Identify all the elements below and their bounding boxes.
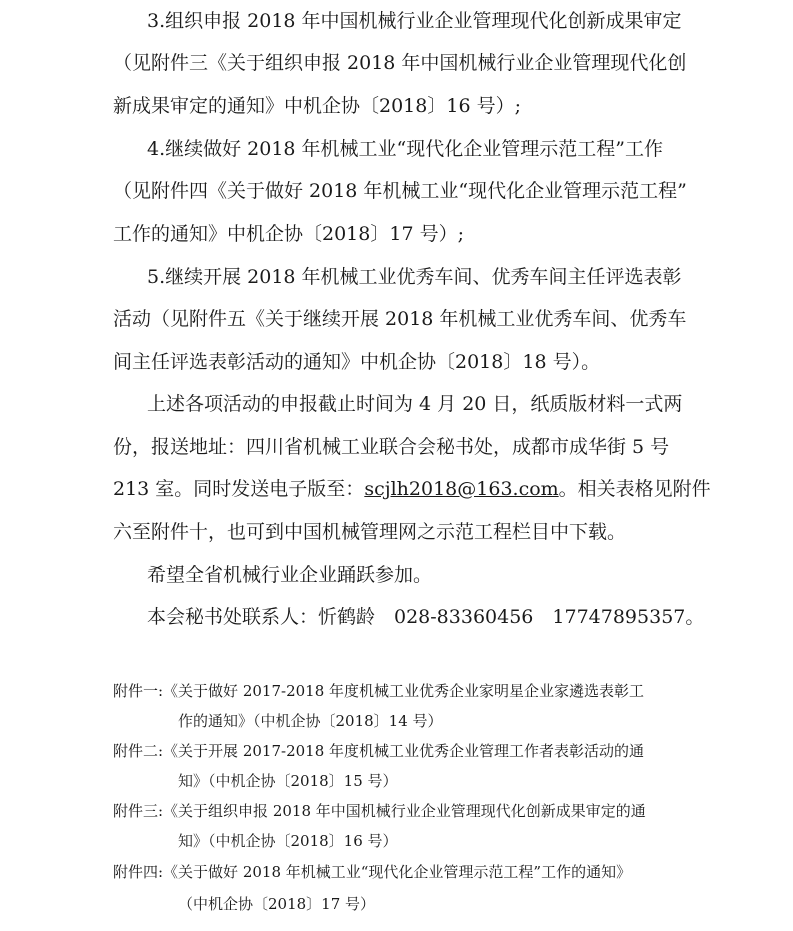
deadline-line4: 六至附件十，也可到中国机械管理网之示范工程栏目中下载。 xyxy=(113,521,627,543)
attachment-2-line2: 知》（中机企协〔2018〕15 号） xyxy=(178,772,398,790)
attachment-3-line1: 附件三:《关于组织申报 2018 年中国机械行业企业管理现代化创新成果审定的通 xyxy=(113,802,646,820)
email-link[interactable]: scjlh2018@163.com xyxy=(364,478,559,500)
item4-line2: （见附件四《关于做好 2018 年机械工业“现代化企业管理示范工程” xyxy=(113,180,687,202)
item5-line2: 活动（见附件五《关于继续开展 2018 年机械工业优秀车间、优秀车 xyxy=(113,308,687,330)
deadline-line1: 上述各项活动的申报截止时间为 4 月 20 日，纸质版材料一式两 xyxy=(147,393,683,415)
attachment-2-line1: 附件二:《关于开展 2017-2018 年度机械工业优秀企业管理工作者表彰活动的通 xyxy=(113,742,645,760)
item3-line2: （见附件三《关于组织申报 2018 年中国机械行业企业管理现代化创 xyxy=(113,52,687,74)
deadline-line2: 份，报送地址：四川省机械工业联合会秘书处，成都市成华街 5 号 xyxy=(113,436,670,458)
attachment-1-line2: 作的通知》（中机企协〔2018〕14 号） xyxy=(178,712,443,730)
deadline-line3: 213 室。同时发送电子版至：scjlh2018@163.com。相关表格见附件 xyxy=(0,474,793,504)
item4-line3: 工作的通知》中机企协〔2018〕17 号）; xyxy=(113,223,464,245)
item3-line1: 3.组织申报 2018 年中国机械行业企业管理现代化创新成果审定 xyxy=(147,10,682,32)
attachment-1-line1: 附件一:《关于做好 2017-2018 年度机械工业优秀企业家明星企业家遴选表彰工 xyxy=(113,682,645,700)
item5-line3: 间主任评选表彰活动的通知》中机企协〔2018〕18 号）。 xyxy=(113,351,601,373)
contact-line: 本会秘书处联系人：忻鹤龄 028-83360456 17747895357。 xyxy=(147,606,705,628)
attachment-3-line2: 知》（中机企协〔2018〕16 号） xyxy=(178,832,398,850)
item3-line3: 新成果审定的通知》中机企协〔2018〕16 号）; xyxy=(113,95,521,117)
item5-line1: 5.继续开展 2018 年机械工业优秀车间、优秀车间主任评选表彰 xyxy=(147,266,682,288)
item4-line1: 4.继续做好 2018 年机械工业“现代化企业管理示范工程”工作 xyxy=(147,138,663,160)
attachment-4-line2: （中机企协〔2018〕17 号） xyxy=(178,895,376,913)
hope-line: 希望全省机械行业企业踊跃参加。 xyxy=(147,564,433,586)
attachment-4-line1: 附件四:《关于做好 2018 年机械工业“现代化企业管理示范工程”工作的通知》 xyxy=(113,863,632,881)
